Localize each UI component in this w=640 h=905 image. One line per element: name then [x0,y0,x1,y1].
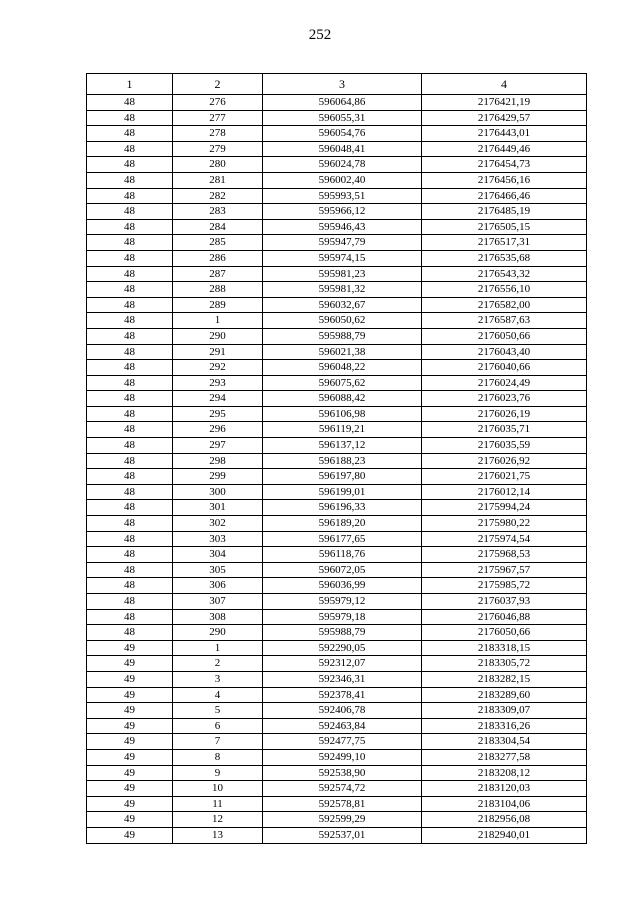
table-cell-col-4: 2175974,54 [422,531,587,547]
table-cell-col-4: 2176535,68 [422,250,587,266]
table-cell-col-4: 2183208,12 [422,765,587,781]
table-cell-col-4: 2176035,59 [422,438,587,454]
table-row [87,313,587,329]
table-cell-col-4: 2176026,19 [422,406,587,422]
table-row [87,282,587,298]
table-cell-col-1: 48 [87,141,173,157]
table-cell-col-1: 49 [87,812,173,828]
table-cell-col-3: 596119,21 [263,422,422,438]
table-cell-col-1: 49 [87,796,173,812]
table-row [87,484,587,500]
table-cell-col-1: 48 [87,282,173,298]
table-cell-col-3: 595974,15 [263,250,422,266]
table-cell-col-3: 595988,79 [263,625,422,641]
table-cell-col-2: 296 [173,422,263,438]
table-row [87,578,587,594]
table-cell-col-2: 277 [173,110,263,126]
table-cell-col-1: 48 [87,219,173,235]
table-cell-col-4: 2176485,19 [422,204,587,220]
table-cell-col-2: 305 [173,562,263,578]
table-cell-col-2: 304 [173,547,263,563]
table-row [87,703,587,719]
table-cell-col-1: 49 [87,765,173,781]
table-row [87,749,587,765]
table-row [87,126,587,142]
table-cell-col-4: 2176454,73 [422,157,587,173]
table-cell-col-1: 48 [87,95,173,111]
table-cell-col-2: 303 [173,531,263,547]
table-cell-col-2: 4 [173,687,263,703]
table-cell-col-1: 48 [87,500,173,516]
column-header-1: 1 [87,74,173,95]
table-cell-col-4: 2183316,26 [422,718,587,734]
table-cell-col-1: 48 [87,126,173,142]
table-row [87,625,587,641]
table-cell-col-4: 2176466,46 [422,188,587,204]
table-cell-col-4: 2176449,46 [422,141,587,157]
table-cell-col-1: 48 [87,438,173,454]
table-cell-col-4: 2183289,60 [422,687,587,703]
table-cell-col-1: 48 [87,391,173,407]
table-row [87,812,587,828]
table-cell-col-1: 48 [87,625,173,641]
table-cell-col-4: 2176021,75 [422,469,587,485]
table-cell-col-3: 596188,23 [263,453,422,469]
table-cell-col-3: 592312,07 [263,656,422,672]
table-row [87,219,587,235]
table-cell-col-3: 595981,23 [263,266,422,282]
table-cell-col-3: 596036,99 [263,578,422,594]
table-cell-col-4: 2176421,19 [422,95,587,111]
table-cell-col-4: 2176037,93 [422,594,587,610]
table-cell-col-1: 48 [87,594,173,610]
table-cell-col-3: 596177,65 [263,531,422,547]
table-cell-col-2: 288 [173,282,263,298]
table-cell-col-2: 7 [173,734,263,750]
table-cell-col-3: 596088,42 [263,391,422,407]
table-cell-col-1: 48 [87,297,173,313]
table-cell-col-2: 293 [173,375,263,391]
table-cell-col-2: 9 [173,765,263,781]
table-cell-col-1: 48 [87,469,173,485]
table-row [87,671,587,687]
table-cell-col-2: 295 [173,406,263,422]
table-cell-col-3: 596064,86 [263,95,422,111]
table-row [87,172,587,188]
table-cell-col-4: 2176050,66 [422,625,587,641]
table-cell-col-3: 596118,76 [263,547,422,563]
table-row [87,827,587,843]
table-cell-col-4: 2175967,57 [422,562,587,578]
table-cell-col-4: 2183304,54 [422,734,587,750]
table-row [87,562,587,578]
table-cell-col-4: 2176517,31 [422,235,587,251]
table-row [87,609,587,625]
table-cell-col-3: 596137,12 [263,438,422,454]
table-cell-col-4: 2183282,15 [422,671,587,687]
table-cell-col-1: 48 [87,516,173,532]
table-cell-col-2: 294 [173,391,263,407]
table-cell-col-1: 48 [87,375,173,391]
table-cell-col-3: 596196,33 [263,500,422,516]
table-row [87,500,587,516]
table-cell-col-3: 596024,78 [263,157,422,173]
table-cell-col-3: 596048,41 [263,141,422,157]
table-row [87,235,587,251]
table-cell-col-2: 307 [173,594,263,610]
table-cell-col-4: 2176443,01 [422,126,587,142]
table-cell-col-2: 298 [173,453,263,469]
table-cell-col-4: 2176040,66 [422,360,587,376]
table-row [87,375,587,391]
table-cell-col-4: 2183120,03 [422,781,587,797]
table-cell-col-3: 596197,80 [263,469,422,485]
table-cell-col-3: 595988,79 [263,328,422,344]
table-cell-col-2: 8 [173,749,263,765]
table-cell-col-1: 48 [87,157,173,173]
table-cell-col-1: 49 [87,749,173,765]
table-cell-col-3: 592499,10 [263,749,422,765]
table-cell-col-1: 48 [87,250,173,266]
table-cell-col-2: 278 [173,126,263,142]
table-row [87,765,587,781]
table-cell-col-2: 3 [173,671,263,687]
page-number: 252 [308,27,332,43]
table-cell-col-2: 306 [173,578,263,594]
table-cell-col-1: 48 [87,609,173,625]
table-cell-col-4: 2182940,01 [422,827,587,843]
table-cell-col-4: 2176043,40 [422,344,587,360]
table-cell-col-2: 1 [173,313,263,329]
table-cell-col-2: 290 [173,625,263,641]
table-row [87,640,587,656]
table-cell-col-2: 2 [173,656,263,672]
table-cell-col-1: 49 [87,718,173,734]
table-row [87,531,587,547]
table-cell-col-2: 289 [173,297,263,313]
table-cell-col-2: 302 [173,516,263,532]
table-cell-col-4: 2176026,92 [422,453,587,469]
table-row [87,360,587,376]
table-row [87,406,587,422]
table-cell-col-4: 2176429,57 [422,110,587,126]
table-cell-col-2: 280 [173,157,263,173]
table-row [87,391,587,407]
table-cell-col-2: 283 [173,204,263,220]
table-cell-col-3: 596048,22 [263,360,422,376]
table-row [87,547,587,563]
table-row [87,422,587,438]
table-cell-col-2: 5 [173,703,263,719]
table-cell-col-2: 11 [173,796,263,812]
table-cell-col-3: 592537,01 [263,827,422,843]
table-row [87,734,587,750]
table-cell-col-1: 48 [87,235,173,251]
table-cell-col-3: 595946,43 [263,219,422,235]
table-cell-col-2: 282 [173,188,263,204]
table-cell-col-3: 592578,81 [263,796,422,812]
table-cell-col-1: 49 [87,827,173,843]
table-cell-col-4: 2183277,58 [422,749,587,765]
table-cell-col-1: 49 [87,671,173,687]
table-cell-col-2: 6 [173,718,263,734]
table-cell-col-2: 308 [173,609,263,625]
table-row [87,656,587,672]
table-row [87,687,587,703]
table-cell-col-1: 49 [87,734,173,750]
table-cell-col-3: 592406,78 [263,703,422,719]
coordinates-table [86,73,587,844]
table-cell-col-4: 2183305,72 [422,656,587,672]
table-cell-col-2: 284 [173,219,263,235]
table-cell-col-2: 13 [173,827,263,843]
table-cell-col-2: 301 [173,500,263,516]
table-cell-col-4: 2176556,10 [422,282,587,298]
table-cell-col-2: 286 [173,250,263,266]
table-cell-col-2: 300 [173,484,263,500]
table-row [87,453,587,469]
table-cell-col-3: 595966,12 [263,204,422,220]
table-cell-col-3: 596072,05 [263,562,422,578]
column-header-4: 4 [422,74,587,95]
table-cell-col-1: 48 [87,328,173,344]
table-cell-col-3: 592538,90 [263,765,422,781]
table-cell-col-4: 2176012,14 [422,484,587,500]
table-cell-col-3: 592346,31 [263,671,422,687]
table-cell-col-2: 1 [173,640,263,656]
table-row [87,157,587,173]
table-body [87,95,587,844]
table-cell-col-1: 48 [87,110,173,126]
table-cell-col-4: 2175994,24 [422,500,587,516]
table-cell-col-4: 2176582,00 [422,297,587,313]
table-cell-col-1: 48 [87,188,173,204]
table-cell-col-1: 48 [87,422,173,438]
table-row [87,796,587,812]
table-row [87,781,587,797]
table-cell-col-3: 592599,29 [263,812,422,828]
table-cell-col-1: 48 [87,172,173,188]
table-row [87,204,587,220]
table-cell-col-4: 2175985,72 [422,578,587,594]
table-cell-col-1: 48 [87,313,173,329]
table-cell-col-1: 48 [87,406,173,422]
table-cell-col-3: 596032,67 [263,297,422,313]
table-cell-col-4: 2176024,49 [422,375,587,391]
table-cell-col-1: 49 [87,703,173,719]
table-header-row [87,74,587,95]
table-cell-col-4: 2183104,06 [422,796,587,812]
table-cell-col-3: 596050,62 [263,313,422,329]
table-cell-col-2: 290 [173,328,263,344]
table-cell-col-2: 281 [173,172,263,188]
table-cell-col-3: 596055,31 [263,110,422,126]
table-cell-col-3: 595979,12 [263,594,422,610]
table-cell-col-1: 48 [87,578,173,594]
table-cell-col-3: 596199,01 [263,484,422,500]
table-cell-col-3: 592477,75 [263,734,422,750]
table-cell-col-3: 596002,40 [263,172,422,188]
table-cell-col-3: 596189,20 [263,516,422,532]
table-cell-col-3: 592378,41 [263,687,422,703]
table-cell-col-4: 2176543,32 [422,266,587,282]
table-cell-col-2: 10 [173,781,263,797]
table-row [87,328,587,344]
table-cell-col-3: 596106,98 [263,406,422,422]
table-cell-col-2: 276 [173,95,263,111]
table-cell-col-1: 49 [87,640,173,656]
table-cell-col-4: 2183318,15 [422,640,587,656]
table-cell-col-3: 595947,79 [263,235,422,251]
table-cell-col-1: 48 [87,547,173,563]
table-row [87,516,587,532]
table-row [87,250,587,266]
table-cell-col-3: 595993,51 [263,188,422,204]
table-row [87,344,587,360]
table-cell-col-3: 592463,84 [263,718,422,734]
table-cell-col-1: 48 [87,344,173,360]
table-cell-col-4: 2176035,71 [422,422,587,438]
table-cell-col-2: 12 [173,812,263,828]
table-cell-col-4: 2176587,63 [422,313,587,329]
table-cell-col-2: 297 [173,438,263,454]
table-cell-col-1: 48 [87,204,173,220]
table-cell-col-4: 2183309,07 [422,703,587,719]
table-cell-col-2: 292 [173,360,263,376]
table-row [87,297,587,313]
table-cell-col-3: 595981,32 [263,282,422,298]
table-cell-col-1: 48 [87,360,173,376]
table-cell-col-3: 596054,76 [263,126,422,142]
table-row [87,594,587,610]
table-cell-col-3: 595979,18 [263,609,422,625]
table-cell-col-1: 48 [87,484,173,500]
table-row [87,141,587,157]
table-cell-col-1: 48 [87,266,173,282]
table-cell-col-4: 2176456,16 [422,172,587,188]
table-cell-col-1: 49 [87,781,173,797]
table-cell-col-4: 2175968,53 [422,547,587,563]
table-cell-col-1: 49 [87,687,173,703]
table-cell-col-2: 299 [173,469,263,485]
table-cell-col-3: 592290,05 [263,640,422,656]
table-cell-col-4: 2176050,66 [422,328,587,344]
table-cell-col-2: 279 [173,141,263,157]
table-row [87,188,587,204]
table-row [87,438,587,454]
table-cell-col-1: 48 [87,562,173,578]
table-cell-col-1: 48 [87,453,173,469]
table-cell-col-2: 291 [173,344,263,360]
column-header-3: 3 [263,74,422,95]
table-cell-col-3: 592574,72 [263,781,422,797]
table-cell-col-4: 2176046,88 [422,609,587,625]
table-cell-col-2: 287 [173,266,263,282]
table-cell-col-4: 2176505,15 [422,219,587,235]
table-row [87,266,587,282]
table-cell-col-4: 2182956,08 [422,812,587,828]
table-row [87,469,587,485]
table-cell-col-4: 2175980,22 [422,516,587,532]
table-cell-col-3: 596075,62 [263,375,422,391]
column-header-2: 2 [173,74,263,95]
table-row [87,110,587,126]
table-cell-col-1: 49 [87,656,173,672]
table-cell-col-3: 596021,38 [263,344,422,360]
table-cell-col-2: 285 [173,235,263,251]
table-row [87,718,587,734]
table-cell-col-1: 48 [87,531,173,547]
table-cell-col-4: 2176023,76 [422,391,587,407]
table-row [87,95,587,111]
